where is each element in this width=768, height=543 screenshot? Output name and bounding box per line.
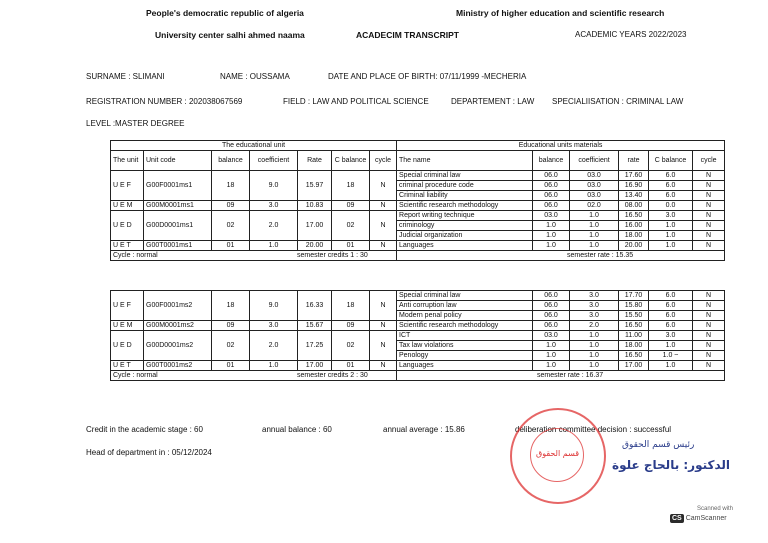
material-rate: 13.40 bbox=[619, 191, 649, 201]
annual-balance: annual balance : 60 bbox=[262, 425, 332, 434]
table-row bbox=[111, 331, 725, 341]
semester1-cycle: Cycle : normal bbox=[113, 252, 158, 259]
semester2-cycle: Cycle : normal bbox=[113, 372, 158, 379]
material-balance: 03.0 bbox=[533, 211, 570, 221]
semester1-table bbox=[110, 140, 725, 261]
material-c-balance: 0.0 bbox=[649, 201, 693, 211]
col-cycle: cycle bbox=[370, 151, 397, 171]
material-c-balance: 1.0 bbox=[649, 221, 693, 231]
col-m-c-balance: C balance bbox=[649, 151, 693, 171]
material-coefficient: 03.0 bbox=[570, 171, 619, 181]
unit-group-header: The educational unit bbox=[111, 141, 397, 151]
material-rate: 16.90 bbox=[619, 181, 649, 191]
unit-balance: 02 bbox=[212, 211, 250, 241]
material-name: Report writing technique bbox=[397, 211, 533, 221]
unit-rate: 15.67 bbox=[298, 321, 332, 331]
material-name: Languages bbox=[397, 361, 533, 371]
material-cycle: N bbox=[693, 301, 725, 311]
semester1-footer bbox=[111, 251, 397, 261]
material-cycle: N bbox=[693, 361, 725, 371]
semester2-table bbox=[110, 290, 725, 381]
ministry-title: Ministry of higher education and scientific research bbox=[456, 8, 665, 18]
field: FIELD : LAW AND POLITICAL SCIENCE bbox=[283, 97, 429, 106]
unit-c-balance: 09 bbox=[332, 321, 370, 331]
unit-c-balance: 18 bbox=[332, 291, 370, 321]
deliberation-decision: deliberation committee decision : successful bbox=[515, 425, 672, 434]
material-rate: 18.00 bbox=[619, 231, 649, 241]
material-balance: 1.0 bbox=[533, 241, 570, 251]
col-m-coefficient: coefficient bbox=[570, 151, 619, 171]
unit-coefficient: 2.0 bbox=[250, 211, 298, 241]
material-balance: 06.0 bbox=[533, 321, 570, 331]
material-cycle: N bbox=[693, 201, 725, 211]
camscanner-name: CamScanner bbox=[685, 515, 727, 522]
material-balance: 06.0 bbox=[533, 291, 570, 301]
unit-coefficient: 9.0 bbox=[250, 291, 298, 321]
registration-number: REGISTRATION NUMBER : 202038067569 bbox=[86, 97, 243, 106]
material-cycle: N bbox=[693, 211, 725, 221]
col-balance: balance bbox=[212, 151, 250, 171]
material-coefficient: 02.0 bbox=[570, 201, 619, 211]
material-balance: 06.0 bbox=[533, 181, 570, 191]
unit-cycle: N bbox=[370, 171, 397, 201]
material-coefficient: 1.0 bbox=[570, 361, 619, 371]
material-balance: 1.0 bbox=[533, 221, 570, 231]
material-c-balance: 6.0 bbox=[649, 171, 693, 181]
material-cycle: N bbox=[693, 191, 725, 201]
material-coefficient: 1.0 bbox=[570, 221, 619, 231]
unit-rate: 15.97 bbox=[298, 171, 332, 201]
material-c-balance: 1.0 bbox=[649, 341, 693, 351]
material-name: Scientific research methodology bbox=[397, 201, 533, 211]
unit-cycle: N bbox=[370, 361, 397, 371]
material-c-balance: 6.0 bbox=[649, 311, 693, 321]
stamp-text: قسم الحقوق bbox=[536, 449, 580, 458]
material-coefficient: 1.0 bbox=[570, 331, 619, 341]
table-row bbox=[111, 361, 725, 371]
material-coefficient: 1.0 bbox=[570, 231, 619, 241]
material-c-balance: 6.0 bbox=[649, 181, 693, 191]
col-m-balance: balance bbox=[533, 151, 570, 171]
table-row bbox=[111, 201, 725, 211]
level: LEVEL :MASTER DEGREE bbox=[86, 119, 185, 128]
unit-c-balance: 09 bbox=[332, 201, 370, 211]
student-surname: SURNAME : SLIMANI bbox=[86, 72, 165, 81]
unit-code: G00T0001ms1 bbox=[144, 241, 212, 251]
material-coefficient: 03.0 bbox=[570, 181, 619, 191]
material-cycle: N bbox=[693, 321, 725, 331]
student-birth: DATE AND PLACE OF BIRTH: 07/11/1999 -MECHERIA bbox=[328, 72, 527, 81]
head-of-department-date: Head of department in : 05/12/2024 bbox=[86, 448, 212, 457]
material-name: Modern penal policy bbox=[397, 311, 533, 321]
material-cycle: N bbox=[693, 341, 725, 351]
unit-code: G00D0001ms2 bbox=[144, 331, 212, 361]
material-name: Criminal liability bbox=[397, 191, 533, 201]
unit-balance: 02 bbox=[212, 331, 250, 361]
material-c-balance: 3.0 bbox=[649, 331, 693, 341]
col-rate: Rate bbox=[298, 151, 332, 171]
semester2-rate: semester rate : 16.37 bbox=[397, 371, 725, 381]
unit-coefficient: 1.0 bbox=[250, 241, 298, 251]
unit-cycle: N bbox=[370, 211, 397, 241]
document-title: ACADECIM TRANSCRIPT bbox=[356, 30, 459, 40]
unit-unit: U E M bbox=[111, 201, 144, 211]
col-the-unit: The unit bbox=[111, 151, 144, 171]
table-row bbox=[111, 211, 725, 221]
unit-code: G00M0001ms2 bbox=[144, 321, 212, 331]
material-coefficient: 1.0 bbox=[570, 341, 619, 351]
material-c-balance: 3.0 bbox=[649, 211, 693, 221]
unit-unit: U E F bbox=[111, 171, 144, 201]
material-balance: 06.0 bbox=[533, 301, 570, 311]
unit-coefficient: 1.0 bbox=[250, 361, 298, 371]
unit-rate: 20.00 bbox=[298, 241, 332, 251]
semester1-rate: semester rate : 15.35 bbox=[397, 251, 725, 261]
unit-unit: U E D bbox=[111, 211, 144, 241]
unit-cycle: N bbox=[370, 241, 397, 251]
material-cycle: N bbox=[693, 351, 725, 361]
material-rate: 15.50 bbox=[619, 311, 649, 321]
unit-coefficient: 3.0 bbox=[250, 201, 298, 211]
material-rate: 16.50 bbox=[619, 321, 649, 331]
unit-cycle: N bbox=[370, 291, 397, 321]
material-c-balance: 1.0 bbox=[649, 241, 693, 251]
credit-stage: Credit in the academic stage : 60 bbox=[86, 425, 203, 434]
table-row bbox=[111, 291, 725, 301]
country-title: People's democratic republic of algeria bbox=[146, 8, 304, 18]
unit-balance: 18 bbox=[212, 171, 250, 201]
unit-balance: 01 bbox=[212, 241, 250, 251]
materials-group-header: Educational units materials bbox=[397, 141, 725, 151]
material-rate: 17.70 bbox=[619, 291, 649, 301]
table-row bbox=[111, 241, 725, 251]
unit-rate: 17.25 bbox=[298, 331, 332, 361]
camscanner-badge bbox=[670, 514, 727, 523]
table-row bbox=[111, 171, 725, 181]
material-c-balance: 1.0 bbox=[649, 361, 693, 371]
unit-coefficient: 2.0 bbox=[250, 331, 298, 361]
material-rate: 17.00 bbox=[619, 361, 649, 371]
unit-code: G00M0001ms1 bbox=[144, 201, 212, 211]
material-c-balance: 1.0 bbox=[649, 231, 693, 241]
unit-coefficient: 9.0 bbox=[250, 171, 298, 201]
material-name: Scientific research methodology bbox=[397, 321, 533, 331]
material-balance: 1.0 bbox=[533, 341, 570, 351]
semester2-credits: semester credits 2 : 30 bbox=[297, 372, 368, 379]
material-name: ICT bbox=[397, 331, 533, 341]
material-balance: 1.0 bbox=[533, 231, 570, 241]
material-cycle: N bbox=[693, 291, 725, 301]
material-balance: 06.0 bbox=[533, 311, 570, 321]
annual-average: annual average : 15.86 bbox=[383, 425, 465, 434]
col-m-cycle: cycle bbox=[693, 151, 725, 171]
material-c-balance: 6.0 bbox=[649, 291, 693, 301]
material-cycle: N bbox=[693, 171, 725, 181]
material-coefficient: 2.0 bbox=[570, 321, 619, 331]
material-c-balance: 6.0 bbox=[649, 301, 693, 311]
material-name: Judicial organization bbox=[397, 231, 533, 241]
unit-code: G00T0001ms2 bbox=[144, 361, 212, 371]
unit-unit: U E T bbox=[111, 361, 144, 371]
unit-unit: U E F bbox=[111, 291, 144, 321]
col-m-rate: rate bbox=[619, 151, 649, 171]
material-rate: 18.00 bbox=[619, 341, 649, 351]
signature-line-1: رئيس قسم الحقوق bbox=[622, 440, 695, 450]
camscanner-logo-icon: CS bbox=[672, 515, 682, 522]
unit-cycle: N bbox=[370, 321, 397, 331]
semester1-credits: semester credits 1 : 30 bbox=[297, 252, 368, 259]
col-the-name: The name bbox=[397, 151, 533, 171]
material-balance: 06.0 bbox=[533, 191, 570, 201]
material-coefficient: 1.0 bbox=[570, 211, 619, 221]
material-cycle: N bbox=[693, 221, 725, 231]
unit-c-balance: 01 bbox=[332, 361, 370, 371]
unit-code: G00F0001ms1 bbox=[144, 171, 212, 201]
unit-balance: 18 bbox=[212, 291, 250, 321]
material-c-balance: 6.0 bbox=[649, 191, 693, 201]
material-name: Special criminal law bbox=[397, 171, 533, 181]
unit-unit: U E M bbox=[111, 321, 144, 331]
material-coefficient: 1.0 bbox=[570, 241, 619, 251]
unit-code: G00D0001ms1 bbox=[144, 211, 212, 241]
material-balance: 06.0 bbox=[533, 171, 570, 181]
academic-year: ACADEMIC YEARS 2022/2023 bbox=[575, 30, 687, 39]
unit-balance: 09 bbox=[212, 321, 250, 331]
unit-unit: U E D bbox=[111, 331, 144, 361]
material-cycle: N bbox=[693, 181, 725, 191]
university-name: University center salhi ahmed naama bbox=[155, 30, 305, 40]
material-balance: 1.0 bbox=[533, 361, 570, 371]
material-rate: 11.00 bbox=[619, 331, 649, 341]
student-name: NAME : OUSSAMA bbox=[220, 72, 290, 81]
unit-rate: 16.33 bbox=[298, 291, 332, 321]
material-rate: 20.00 bbox=[619, 241, 649, 251]
table-row bbox=[111, 321, 725, 331]
unit-c-balance: 02 bbox=[332, 331, 370, 361]
material-rate: 08.00 bbox=[619, 201, 649, 211]
material-balance: 06.0 bbox=[533, 201, 570, 211]
unit-c-balance: 18 bbox=[332, 171, 370, 201]
unit-c-balance: 02 bbox=[332, 211, 370, 241]
material-balance: 1.0 bbox=[533, 351, 570, 361]
unit-rate: 10.83 bbox=[298, 201, 332, 211]
material-name: Penology bbox=[397, 351, 533, 361]
semester2-footer bbox=[111, 371, 397, 381]
col-unit-code: Unit code bbox=[144, 151, 212, 171]
unit-balance: 09 bbox=[212, 201, 250, 211]
material-name: Languages bbox=[397, 241, 533, 251]
material-cycle: N bbox=[693, 231, 725, 241]
material-c-balance: 6.0 bbox=[649, 321, 693, 331]
material-coefficient: 1.0 bbox=[570, 351, 619, 361]
material-cycle: N bbox=[693, 241, 725, 251]
unit-unit: U E T bbox=[111, 241, 144, 251]
material-coefficient: 3.0 bbox=[570, 291, 619, 301]
material-coefficient: 3.0 bbox=[570, 311, 619, 321]
material-name: criminal procedure code bbox=[397, 181, 533, 191]
unit-cycle: N bbox=[370, 331, 397, 361]
department: DEPARTEMENT : LAW bbox=[451, 97, 535, 106]
material-cycle: N bbox=[693, 331, 725, 341]
col-coefficient: coefficient bbox=[250, 151, 298, 171]
material-rate: 15.80 bbox=[619, 301, 649, 311]
unit-rate: 17.00 bbox=[298, 211, 332, 241]
material-cycle: N bbox=[693, 311, 725, 321]
material-name: Special criminal law bbox=[397, 291, 533, 301]
unit-balance: 01 bbox=[212, 361, 250, 371]
material-rate: 16.50 bbox=[619, 211, 649, 221]
material-balance: 03.0 bbox=[533, 331, 570, 341]
scanned-with-label: Scanned with bbox=[697, 506, 734, 512]
signature-line-2: الدكتور: بالحاج علوة bbox=[612, 458, 731, 472]
material-name: Tax law violations bbox=[397, 341, 533, 351]
material-name: Anti corruption law bbox=[397, 301, 533, 311]
material-name: criminology bbox=[397, 221, 533, 231]
material-c-balance: 1.0 ~ bbox=[649, 351, 693, 361]
specialisation: SPECIALIISATION : CRIMINAL LAW bbox=[552, 97, 684, 106]
material-rate: 16.50 bbox=[619, 351, 649, 361]
material-coefficient: 3.0 bbox=[570, 301, 619, 311]
unit-coefficient: 3.0 bbox=[250, 321, 298, 331]
material-coefficient: 03.0 bbox=[570, 191, 619, 201]
material-rate: 16.00 bbox=[619, 221, 649, 231]
material-rate: 17.60 bbox=[619, 171, 649, 181]
col-c-balance: C balance bbox=[332, 151, 370, 171]
unit-code: G00F0001ms2 bbox=[144, 291, 212, 321]
unit-cycle: N bbox=[370, 201, 397, 211]
unit-c-balance: 01 bbox=[332, 241, 370, 251]
unit-rate: 17.00 bbox=[298, 361, 332, 371]
